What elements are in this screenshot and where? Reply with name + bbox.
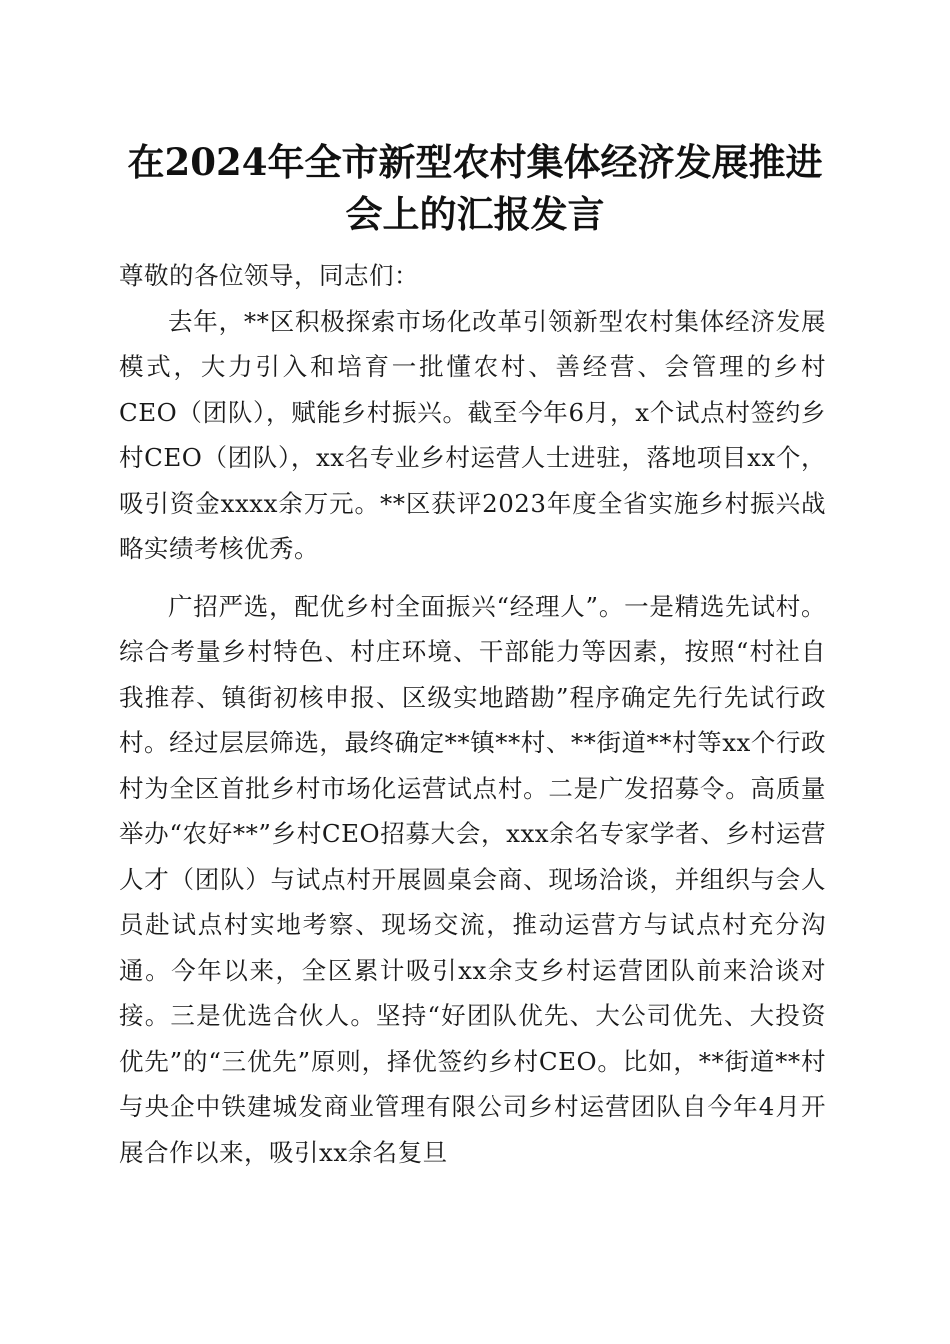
document-title: 在2024年全市新型农村集体经济发展推进会上的汇报发言 <box>127 140 823 236</box>
paragraph-intro: 去年，**区积极探索市场化改革引领新型农村集体经济发展模式，大力引入和培育一批懂农村、善经营、会管理的乡村CEO（团队），赋能乡村振兴。截至今年6月，x个试点村签约乡村CEO（团队），xx名专业乡村运营人士进驻，落地项目xx个，吸引资金xxxx余万元。**区获评2023年度全省实施乡村振兴战略实绩考核优秀。 <box>119 306 826 563</box>
salutation: 尊敬的各位领导，同志们： <box>119 261 419 290</box>
paragraph-recruitment: 广招严选，配优乡村全面振兴“经理人”。一是精选先试村。综合考量乡村特色、村庄环境、干部能力等因素，按照“村社自我推荐、镇街初核申报、区级实地踏勘”程序确定先行先试行政村。经过层层筛选，最终确定**镇**村、**街道**村等xx个行政村为全区首批乡村市场化运营试点村。二是广发招募令。高质量举办“农好**”乡村CEO招募大会，xxx余名专家学者、乡村运营人才（团队）与试点村开展圆桌会商、现场洽谈，并组织与会人员赴试点村实地考察、现场交流，推动运营方与试点村充分沟通。今年以来，全区累计吸引xx余支乡村运营团队前来洽谈对接。三是优选合伙人。坚持“好团队优先、大公司优先、大投资优先”的“三优先”原则，择优签约乡村CEO。比如，**街道**村与央企中铁建城发商业管理有限公司乡村运营团队自今年4月开展合作以来，吸引xx余名复旦 <box>119 591 826 1167</box>
document-body <box>119 253 826 1175</box>
